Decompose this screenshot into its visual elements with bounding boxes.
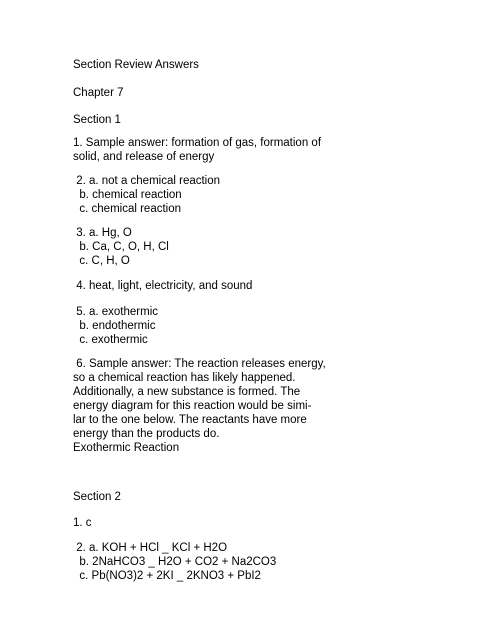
answer-2-line: 2. a. KOH + HCl _ KCl + H2O: [73, 542, 228, 554]
answer-1-line: solid, and release of energy: [73, 151, 215, 163]
answer-2-line: c. Pb(NO3)2 + 2KI _ 2KNO3 + PbI2: [73, 570, 261, 582]
answer-1-line: 1. c: [73, 517, 92, 529]
answer-2-line: b. 2NaHCO3 _ H2O + CO2 + Na2CO3: [73, 556, 277, 568]
answer-3-line: b. Ca, C, O, H, Cl: [73, 241, 169, 253]
answer-2-line: c. chemical reaction: [73, 203, 182, 215]
answer-6-line: energy than the products do.: [73, 428, 220, 440]
chapter-title: Chapter 7: [73, 87, 124, 99]
answer-1-line: 1. Sample answer: formation of gas, formation of: [73, 137, 322, 149]
answer-6-line: Additionally, a new substance is formed. The: [73, 386, 301, 398]
document-heading: Section Review Answers: [73, 59, 199, 71]
answer-6-line: so a chemical reaction has likely happened.: [73, 372, 296, 384]
section-2-title: Section 2: [73, 491, 121, 503]
answer-6-line: lar to the one below. The reactants have more: [73, 414, 307, 426]
answer-5-line: 5. a. exothermic: [73, 306, 159, 318]
answer-5-line: b. endothermic: [73, 320, 156, 332]
answer-3-line: 3. a. Hg, O: [73, 227, 132, 239]
answer-4-line: 4. heat, light, electricity, and sound: [73, 280, 253, 292]
answer-2-line: 2. a. not a chemical reaction: [73, 175, 221, 187]
answer-5-line: c. exothermic: [73, 334, 148, 346]
figure-caption: Exothermic Reaction: [73, 442, 180, 454]
answer-6-line: 6. Sample answer: The reaction releases energy,: [73, 358, 326, 370]
section-1-title: Section 1: [73, 114, 121, 126]
answer-3-line: c. C, H, O: [73, 255, 130, 267]
answer-6-line: energy diagram for this reaction would be simi-: [73, 400, 312, 412]
answer-2-line: b. chemical reaction: [73, 189, 182, 201]
